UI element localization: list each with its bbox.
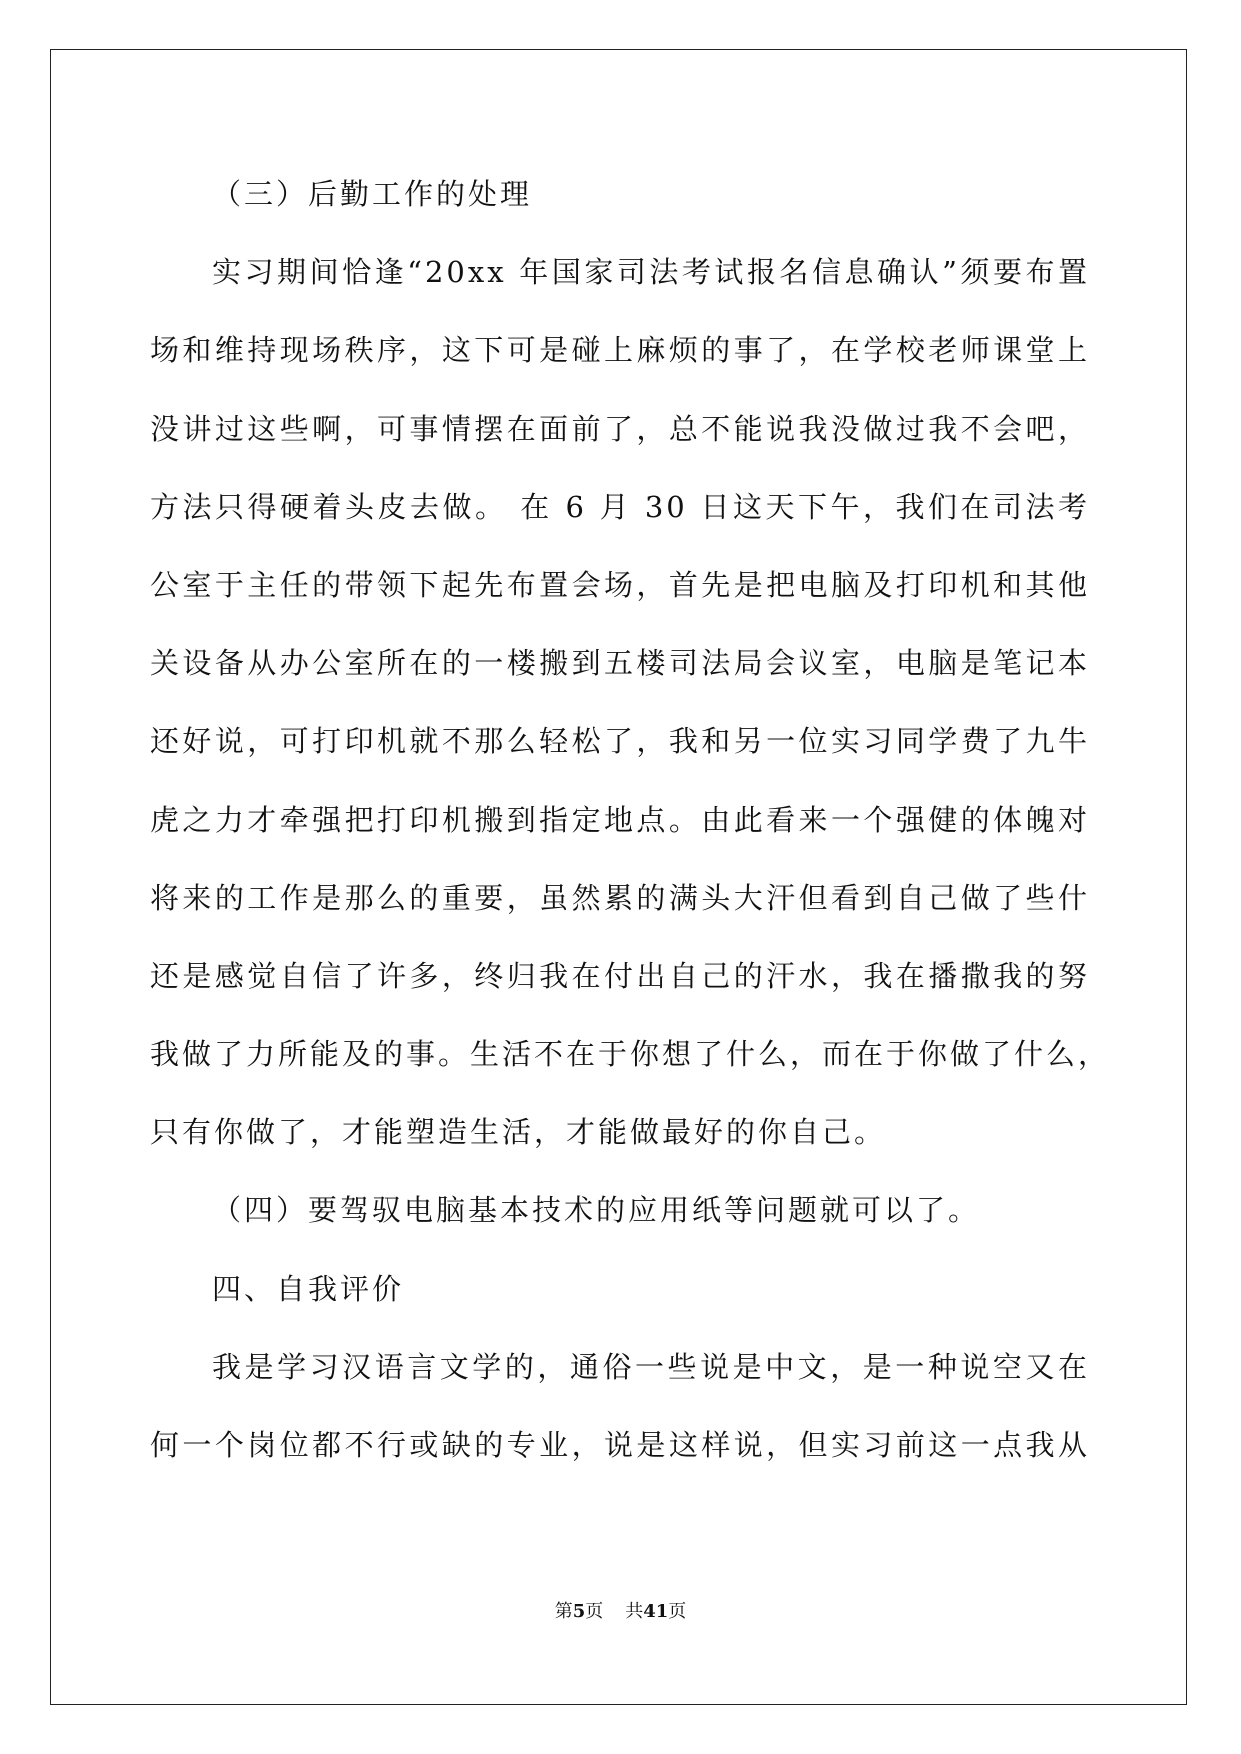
paragraph-line: 方法只得硬着头皮去做。 在 6 月 30 日这天下午，我们在司法考 xyxy=(150,489,1090,524)
page-suffix: 页 xyxy=(585,1601,604,1622)
section-heading-logistics: （三）后勤工作的处理 xyxy=(212,177,533,211)
page-footer xyxy=(0,1597,1241,1623)
paragraph-line: 公室于主任的带领下起先布置会场，首先是把电脑及打印机和其他 xyxy=(150,567,1090,602)
total-suffix: 页 xyxy=(668,1601,687,1622)
paragraph-line: 还好说，可打印机就不那么轻松了，我和另一位实习同学费了九牛 xyxy=(150,724,1090,759)
paragraph-line: 何一个岗位都不行或缺的专业，说是这样说，但实习前这一点我从 xyxy=(150,1428,1090,1462)
section-heading-computer-skills: （四）要驾驭电脑基本技术的应用纸等问题就可以了。 xyxy=(212,1193,981,1228)
paragraph-line: 将来的工作是那么的重要，虽然累的满头大汗但看到自己做了些什 xyxy=(150,880,1090,915)
page-prefix: 第 xyxy=(554,1601,573,1622)
total-pages: 41 xyxy=(643,1601,669,1622)
paragraph-line: 实习期间恰逢“20xx 年国家司法考试报名信息确认”须要布置 xyxy=(212,255,1090,290)
paragraph-line: 还是感觉自信了许多，终归我在付出自己的汗水，我在播撒我的努 xyxy=(150,958,1090,993)
paragraph-line: 场和维持现场秩序，这下可是碰上麻烦的事了，在学校老师课堂上 xyxy=(150,333,1090,368)
section-heading-self-evaluation: 四、自我评价 xyxy=(212,1271,405,1306)
paragraph-line: 虎之力才牵强把打印机搬到指定地点。由此看来一个强健的体魄对 xyxy=(150,802,1090,837)
paragraph-line: 我是学习汉语言文学的，通俗一些说是中文，是一种说空又在 xyxy=(212,1349,1090,1384)
paragraph-line: 只有你做了，才能塑造生活，才能做最好的你自己。 xyxy=(150,1115,887,1150)
paragraph-line: 没讲过这些啊，可事情摆在面前了，总不能说我没做过我不会吧， xyxy=(150,411,1090,446)
document-body xyxy=(150,155,1111,1484)
total-prefix: 共 xyxy=(625,1601,644,1622)
paragraph-line: 关设备从办公室所在的一楼搬到五楼司法局会议室，电脑是笔记本 xyxy=(150,646,1090,681)
page-number: 5 xyxy=(572,1601,586,1622)
paragraph-line: 我做了力所能及的事。生活不在于你想了什么，而在于你做了什么， xyxy=(150,1037,1111,1072)
